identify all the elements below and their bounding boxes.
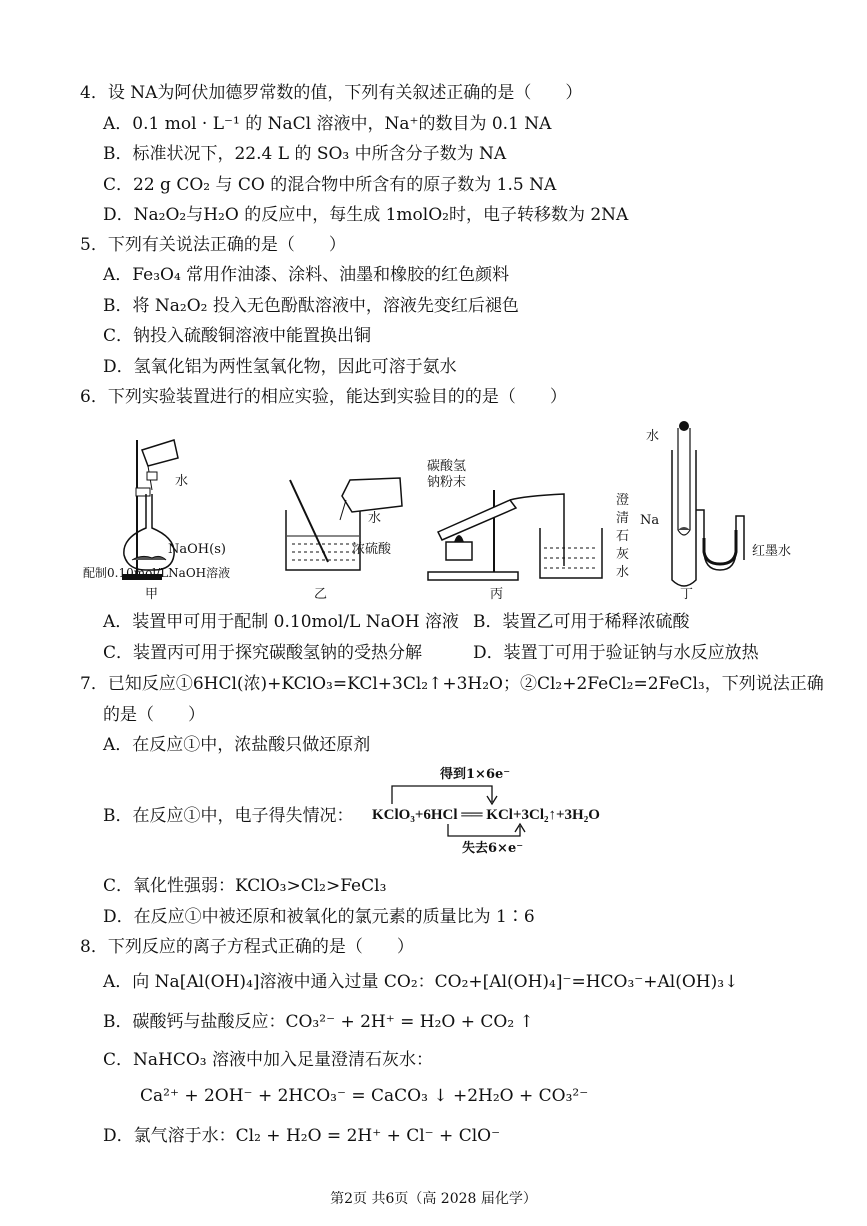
bing-lime-4: 灰 xyxy=(616,547,630,562)
q5-option-a: A．Fe₃O₄ 常用作油漆、涂料、油墨和橡胶的红色颜料 xyxy=(103,265,510,285)
q8-stem: 8．下列反应的离子方程式正确的是（ ） xyxy=(80,937,414,957)
q7-stem-line2: 的是（ ） xyxy=(103,705,205,725)
q7-option-d: D．在反应①中被还原和被氧化的氯元素的质量比为 1∶6 xyxy=(103,907,535,927)
ding-ink-label: 红墨水 xyxy=(752,544,792,559)
apparatus-yi-drawing xyxy=(280,470,410,580)
ding-name: 丁 xyxy=(680,587,694,602)
q8-option-c: C．NaHCO₃ 溶液中加入足量澄清石灰水： xyxy=(103,1050,434,1070)
bing-lime-2: 清 xyxy=(616,511,630,526)
q5-option-d: D．氢氧化铝为两性氢氧化物，因此可溶于氨水 xyxy=(103,357,457,377)
ding-water-label: 水 xyxy=(646,429,660,444)
q6-option-d: D．装置丁可用于验证钠与水反应放热 xyxy=(473,643,759,663)
bing-lime-5: 水 xyxy=(616,565,630,580)
q8-option-a: A．向 Na[Al(OH)₄]溶液中通入过量 CO₂：CO₂+[Al(OH)₄]⁻=HCO₃⁻+Al(OH)₃↓ xyxy=(103,972,739,992)
q7-option-b: B．在反应①中，电子得失情况： xyxy=(103,806,354,826)
bing-lime-3: 石 xyxy=(616,529,630,544)
q4-option-d: D．Na₂O₂与H₂O 的反应中，每生成 1molO₂时，电子转移数为 2NA xyxy=(103,205,629,225)
jia-naoh-label: NaOH(s) xyxy=(168,542,226,557)
bing-powder-label-2: 钠粉末 xyxy=(427,475,467,490)
yi-name: 乙 xyxy=(314,587,328,602)
q7-stem-line1: 7．已知反应①6HCl(浓)+KClO₃=KCl+3Cl₂↑+3H₂O；②Cl₂+2FeCl₂=2FeCl₃，下列说法正确 xyxy=(80,674,824,694)
q6-option-c: C．装置丙可用于探究碳酸氢钠的受热分解 xyxy=(103,643,423,663)
q7-lose-label: 失去6×e⁻ xyxy=(462,841,524,856)
yi-acid-label: 浓硫酸 xyxy=(352,542,392,557)
jia-caption: 配制0.10mol/LNaOH溶液 xyxy=(83,566,231,580)
yi-water-label: 水 xyxy=(368,511,382,526)
q7-equation: KClO₃+6HCl ══ KCl+3Cl₂↑+3H₂O xyxy=(372,807,600,823)
q7-option-c: C．氧化性强弱：KClO₃>Cl₂>FeCl₃ xyxy=(103,876,387,896)
apparatus-ding-drawing xyxy=(660,420,760,590)
jia-name: 甲 xyxy=(145,587,159,602)
q4-stem: 4．设 NA为阿伏加德罗常数的值，下列有关叙述正确的是（ ） xyxy=(80,83,583,103)
q6-stem: 6．下列实验装置进行的相应实验，能达到实验目的的是（ ） xyxy=(80,387,567,407)
q5-stem: 5．下列有关说法正确的是（ ） xyxy=(80,235,346,255)
q7-option-a: A．在反应①中，浓盐酸只做还原剂 xyxy=(103,735,371,755)
q6-option-b: B．装置乙可用于稀释浓硫酸 xyxy=(473,612,690,632)
jia-water-label: 水 xyxy=(175,474,189,489)
q5-option-b: B．将 Na₂O₂ 投入无色酚酞溶液中，溶液先变红后褪色 xyxy=(103,296,519,316)
q8-option-d: D．氯气溶于水：Cl₂ + H₂O = 2H⁺ + Cl⁻ + ClO⁻ xyxy=(103,1126,501,1146)
bing-name: 丙 xyxy=(490,587,504,602)
q8-option-c-equation: Ca²⁺ + 2OH⁻ + 2HCO₃⁻ = CaCO₃ ↓ +2H₂O + CO₃²⁻ xyxy=(140,1086,589,1106)
q6-option-a: A．装置甲可用于配制 0.10mol/L NaOH 溶液 xyxy=(103,612,459,632)
page-footer: 第2页 共6页（高 2028 届化学） xyxy=(330,1191,537,1207)
q4-option-b: B．标准状况下，22.4 L 的 SO₃ 中所含分子数为 NA xyxy=(103,144,507,164)
q7-gain-label: 得到1×6e⁻ xyxy=(440,767,511,782)
q8-option-b: B．碳酸钙与盐酸反应：CO₃²⁻ + 2H⁺ = H₂O + CO₂ ↑ xyxy=(103,1012,534,1032)
q4-option-a: A．0.1 mol · L⁻¹ 的 NaCl 溶液中，Na⁺的数目为 0.1 NA xyxy=(103,114,552,134)
q4-option-c: C．22 g CO₂ 与 CO 的混合物中所含有的原子数为 1.5 NA xyxy=(103,175,557,195)
q5-option-c: C．钠投入硫酸铜溶液中能置换出铜 xyxy=(103,326,372,346)
bing-lime-1: 澄 xyxy=(616,493,630,508)
bing-powder-label-1: 碳酸氢 xyxy=(427,459,467,474)
ding-na-label: Na xyxy=(640,513,660,528)
